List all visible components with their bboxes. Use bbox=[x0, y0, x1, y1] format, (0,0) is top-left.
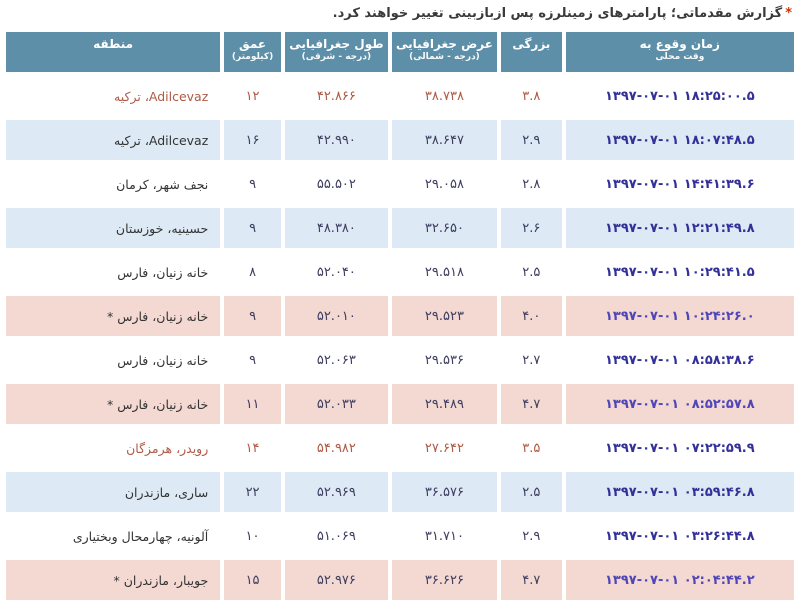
table-row bbox=[6, 472, 794, 512]
cell-longitude: ۵۴.۹۸۲ bbox=[285, 428, 388, 468]
cell-longitude: ۵۲.۰۶۳ bbox=[285, 340, 388, 380]
column-header-latitude bbox=[392, 32, 497, 72]
cell-latitude: ۲۹.۵۲۳ bbox=[392, 296, 497, 336]
cell-longitude: ۴۲.۸۶۶ bbox=[285, 76, 388, 116]
earthquake-table bbox=[2, 28, 798, 604]
cell-latitude: ۳۱.۷۱۰ bbox=[392, 516, 497, 556]
cell-event-time-link[interactable]: ۱۳۹۷-۰۷-۰۱ ۱۰:۲۹:۴۱.۵ bbox=[566, 252, 794, 292]
cell-magnitude: ۲.۸ bbox=[501, 164, 562, 204]
cell-event-time-link[interactable]: ۱۳۹۷-۰۷-۰۱ ۱۰:۲۴:۲۶.۰ bbox=[566, 296, 794, 336]
cell-magnitude: ۲.۹ bbox=[501, 516, 562, 556]
cell-longitude: ۵۲.۰۱۰ bbox=[285, 296, 388, 336]
cell-longitude: ۵۵.۵۰۲ bbox=[285, 164, 388, 204]
cell-magnitude: ۳.۵ bbox=[501, 428, 562, 468]
table-header-row bbox=[6, 32, 794, 72]
table-row bbox=[6, 384, 794, 424]
cell-region: خانه زنیان، فارس * bbox=[6, 384, 220, 424]
cell-longitude: ۵۲.۹۶۹ bbox=[285, 472, 388, 512]
cell-event-time-link[interactable]: ۱۳۹۷-۰۷-۰۱ ۱۲:۲۱:۴۹.۸ bbox=[566, 208, 794, 248]
cell-magnitude: ۳.۸ bbox=[501, 76, 562, 116]
column-header-longitude-line2: (درجه - شرقی) bbox=[301, 52, 372, 63]
cell-region: ساری، مازندران bbox=[6, 472, 220, 512]
cell-event-time-link[interactable]: ۱۳۹۷-۰۷-۰۱ ۱۸:۰۷:۴۸.۵ bbox=[566, 120, 794, 160]
cell-region: نجف شهر، کرمان bbox=[6, 164, 220, 204]
cell-magnitude: ۲.۷ bbox=[501, 340, 562, 380]
cell-depth: ۹ bbox=[224, 164, 281, 204]
column-header-longitude-line1: طول جغرافیایی bbox=[289, 37, 384, 51]
cell-depth: ۹ bbox=[224, 340, 281, 380]
cell-latitude: ۳۸.۶۴۷ bbox=[392, 120, 497, 160]
cell-depth: ۸ bbox=[224, 252, 281, 292]
cell-magnitude: ۴.۷ bbox=[501, 560, 562, 600]
cell-event-time-link[interactable]: ۱۳۹۷-۰۷-۰۱ ۰۳:۵۹:۴۶.۸ bbox=[566, 472, 794, 512]
cell-region: حسینیه، خوزستان bbox=[6, 208, 220, 248]
column-header-region-line1: منطقه bbox=[93, 37, 134, 51]
preliminary-report-notice bbox=[0, 0, 800, 28]
cell-depth: ۱۱ bbox=[224, 384, 281, 424]
notice-text: گزارش مقدماتی؛ پارامترهای زمینلرزه پس ازبازبینی تغییر خواهند کرد. bbox=[332, 6, 783, 21]
column-header-region bbox=[6, 32, 220, 72]
cell-depth: ۱۵ bbox=[224, 560, 281, 600]
table-row bbox=[6, 76, 794, 116]
cell-longitude: ۵۲.۹۷۶ bbox=[285, 560, 388, 600]
cell-latitude: ۲۹.۴۸۹ bbox=[392, 384, 497, 424]
cell-region: Adilcevaz، ترکیه bbox=[6, 120, 220, 160]
cell-region: خانه زنیان، فارس * bbox=[6, 296, 220, 336]
cell-magnitude: ۲.۵ bbox=[501, 472, 562, 512]
cell-magnitude: ۴.۰ bbox=[501, 296, 562, 336]
cell-region: جویبار، مازندران * bbox=[6, 560, 220, 600]
cell-latitude: ۳۶.۶۲۶ bbox=[392, 560, 497, 600]
cell-latitude: ۲۷.۶۴۲ bbox=[392, 428, 497, 468]
cell-depth: ۹ bbox=[224, 296, 281, 336]
cell-longitude: ۴۸.۳۸۰ bbox=[285, 208, 388, 248]
cell-latitude: ۲۹.۵۳۶ bbox=[392, 340, 497, 380]
notice-asterisk: * bbox=[785, 6, 792, 21]
cell-magnitude: ۴.۷ bbox=[501, 384, 562, 424]
cell-event-time-link[interactable]: ۱۳۹۷-۰۷-۰۱ ۱۸:۲۵:۰۰.۵ bbox=[566, 76, 794, 116]
cell-event-time-link[interactable]: ۱۳۹۷-۰۷-۰۱ ۰۷:۲۲:۵۹.۹ bbox=[566, 428, 794, 468]
cell-region: خانه زنیان، فارس bbox=[6, 340, 220, 380]
column-header-longitude bbox=[285, 32, 388, 72]
table-row bbox=[6, 252, 794, 292]
cell-event-time-link[interactable]: ۱۳۹۷-۰۷-۰۱ ۰۸:۵۸:۳۸.۶ bbox=[566, 340, 794, 380]
column-header-magnitude bbox=[501, 32, 562, 72]
table-row bbox=[6, 560, 794, 600]
cell-depth: ۱۶ bbox=[224, 120, 281, 160]
cell-magnitude: ۲.۹ bbox=[501, 120, 562, 160]
cell-event-time-link[interactable]: ۱۳۹۷-۰۷-۰۱ ۰۳:۲۶:۴۴.۸ bbox=[566, 516, 794, 556]
cell-depth: ۲۲ bbox=[224, 472, 281, 512]
cell-event-time-link[interactable]: ۱۳۹۷-۰۷-۰۱ ۱۴:۴۱:۳۹.۶ bbox=[566, 164, 794, 204]
column-header-magnitude-line1: بزرگی bbox=[512, 37, 551, 51]
cell-longitude: ۴۲.۹۹۰ bbox=[285, 120, 388, 160]
cell-region: Adilcevaz، ترکیه bbox=[6, 76, 220, 116]
table-row bbox=[6, 164, 794, 204]
cell-longitude: ۵۲.۰۴۰ bbox=[285, 252, 388, 292]
cell-longitude: ۵۲.۰۳۳ bbox=[285, 384, 388, 424]
cell-latitude: ۲۹.۰۵۸ bbox=[392, 164, 497, 204]
cell-longitude: ۵۱.۰۶۹ bbox=[285, 516, 388, 556]
cell-magnitude: ۲.۶ bbox=[501, 208, 562, 248]
cell-region: خانه زنیان، فارس bbox=[6, 252, 220, 292]
table-row bbox=[6, 296, 794, 336]
cell-depth: ۱۴ bbox=[224, 428, 281, 468]
cell-event-time-link[interactable]: ۱۳۹۷-۰۷-۰۱ ۰۲:۰۴:۴۴.۲ bbox=[566, 560, 794, 600]
cell-latitude: ۳۶.۵۷۶ bbox=[392, 472, 497, 512]
column-header-latitude-line2: (درجه - شمالی) bbox=[409, 52, 480, 63]
column-header-time-line2: وقت محلی bbox=[655, 52, 705, 63]
column-header-depth bbox=[224, 32, 281, 72]
column-header-time-line1: زمان وقوع به bbox=[639, 37, 720, 51]
table-row bbox=[6, 208, 794, 248]
column-header-time bbox=[566, 32, 794, 72]
table-row bbox=[6, 120, 794, 160]
table-row bbox=[6, 340, 794, 380]
column-header-depth-line2: (کیلومتر) bbox=[231, 52, 274, 63]
cell-region: رویدر، هرمزگان bbox=[6, 428, 220, 468]
cell-depth: ۹ bbox=[224, 208, 281, 248]
cell-latitude: ۲۹.۵۱۸ bbox=[392, 252, 497, 292]
cell-latitude: ۳۸.۷۳۸ bbox=[392, 76, 497, 116]
earthquake-table-body bbox=[6, 76, 794, 600]
cell-event-time-link[interactable]: ۱۳۹۷-۰۷-۰۱ ۰۸:۵۲:۵۷.۸ bbox=[566, 384, 794, 424]
cell-depth: ۱۰ bbox=[224, 516, 281, 556]
cell-magnitude: ۲.۵ bbox=[501, 252, 562, 292]
column-header-latitude-line1: عرض جغرافیایی bbox=[396, 37, 493, 51]
column-header-depth-line1: عمق bbox=[239, 37, 267, 51]
cell-depth: ۱۲ bbox=[224, 76, 281, 116]
table-row bbox=[6, 516, 794, 556]
table-row bbox=[6, 428, 794, 468]
cell-region: آلونیه، چهارمحال وبختیاری bbox=[6, 516, 220, 556]
cell-latitude: ۳۲.۶۵۰ bbox=[392, 208, 497, 248]
